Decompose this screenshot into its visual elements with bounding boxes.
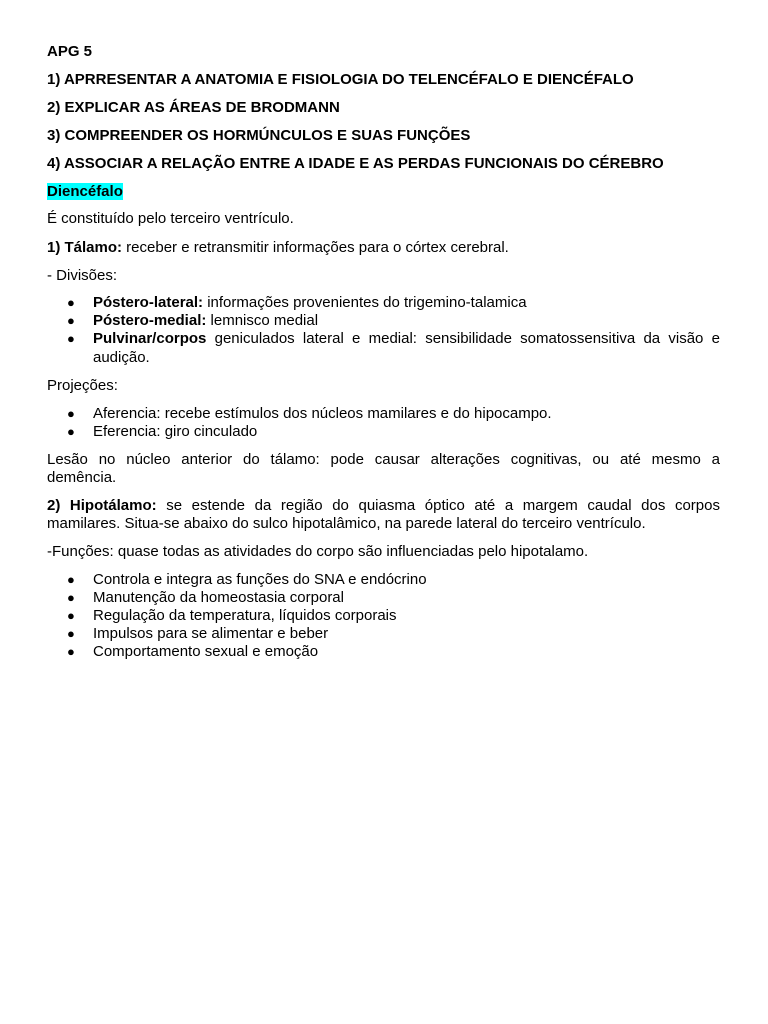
section-title: Diencéfalo xyxy=(47,183,123,200)
bullet-icon: ● xyxy=(67,406,75,421)
talamo-text: receber e retransmitir informações para o córtex cerebral. xyxy=(122,239,509,256)
objective-4: 4) ASSOCIAR A RELAÇÃO ENTRE A IDADE E AS PERDAS FUNCIONAIS DO CÉREBRO xyxy=(47,155,664,172)
divisao-bold: Póstero-medial: xyxy=(93,312,207,329)
funcao-item: Controla e integra as funções do SNA e endócrino xyxy=(93,571,427,588)
bullet-icon: ● xyxy=(67,295,75,310)
hipotalamo-line-2: mamilares. Situa-se abaixo do sulco hipotalâmico, na parede lateral do terceiro ventrículo. xyxy=(47,515,646,532)
objective-2: 2) EXPLICAR AS ÁREAS DE BRODMANN xyxy=(47,99,340,116)
divisao-text: lemnisco medial xyxy=(206,312,319,329)
divisao-bold: Póstero-lateral: xyxy=(93,294,204,311)
divisao-item xyxy=(93,312,720,330)
funcao-item: Comportamento sexual e emoção xyxy=(93,643,319,660)
talamo-paragraph xyxy=(47,239,720,257)
divisao-text: geniculados lateral e medial: sensibilidade somatossensitiva da visão e xyxy=(206,330,720,347)
section-title-row xyxy=(47,183,720,201)
hipotalamo-label: 2) Hipotálamo: xyxy=(47,497,157,514)
talamo-label: 1) Tálamo: xyxy=(47,239,123,256)
intro-text: É constituído pelo terceiro ventrículo. xyxy=(47,210,294,227)
funcoes-label: -Funções: quase todas as atividades do corpo são influenciadas pelo hipotalamo. xyxy=(47,543,589,560)
divisao-continuation: audição. xyxy=(93,349,150,366)
projecao-item: Aferencia: recebe estímulos dos núcleos mamilares e do hipocampo. xyxy=(93,405,552,422)
objective-1: 1) APRRESENTAR A ANATOMIA E FISIOLOGIA DO TELENCÉFALO E DIENCÉFALO xyxy=(47,71,634,88)
lesao-line-1: Lesão no núcleo anterior do tálamo: pode causar alterações cognitivas, ou até mesmo a xyxy=(47,451,720,468)
bullet-icon: ● xyxy=(67,424,75,439)
bullet-icon: ● xyxy=(67,608,75,623)
divisao-text: informações provenientes do trigemino-talamica xyxy=(203,294,527,311)
apg-heading: APG 5 xyxy=(47,43,93,60)
divisao-item xyxy=(93,294,720,312)
bullet-icon: ● xyxy=(67,590,75,605)
divisao-item xyxy=(93,330,720,348)
divisao-bold: Pulvinar/corpos xyxy=(93,330,207,347)
hipotalamo-text: se estende da região do quiasma óptico até a margem caudal dos corpos xyxy=(156,497,720,514)
bullet-icon: ● xyxy=(67,626,75,641)
objective-3: 3) COMPREENDER OS HORMÚNCULOS E SUAS FUNÇÕES xyxy=(47,127,471,144)
projecoes-label: Projeções: xyxy=(47,377,118,394)
funcao-item: Manutenção da homeostasia corporal xyxy=(93,589,344,606)
bullet-icon: ● xyxy=(67,572,75,587)
funcao-item: Regulação da temperatura, líquidos corporais xyxy=(93,607,397,624)
hipotalamo-line-1 xyxy=(47,497,720,515)
divisoes-label: - Divisões: xyxy=(47,267,118,284)
lesao-line-2: demência. xyxy=(47,469,117,486)
bullet-icon: ● xyxy=(67,331,75,346)
projecao-item: Eferencia: giro cinculado xyxy=(93,423,258,440)
funcao-item: Impulsos para se alimentar e beber xyxy=(93,625,329,642)
bullet-icon: ● xyxy=(67,313,75,328)
bullet-icon: ● xyxy=(67,644,75,659)
